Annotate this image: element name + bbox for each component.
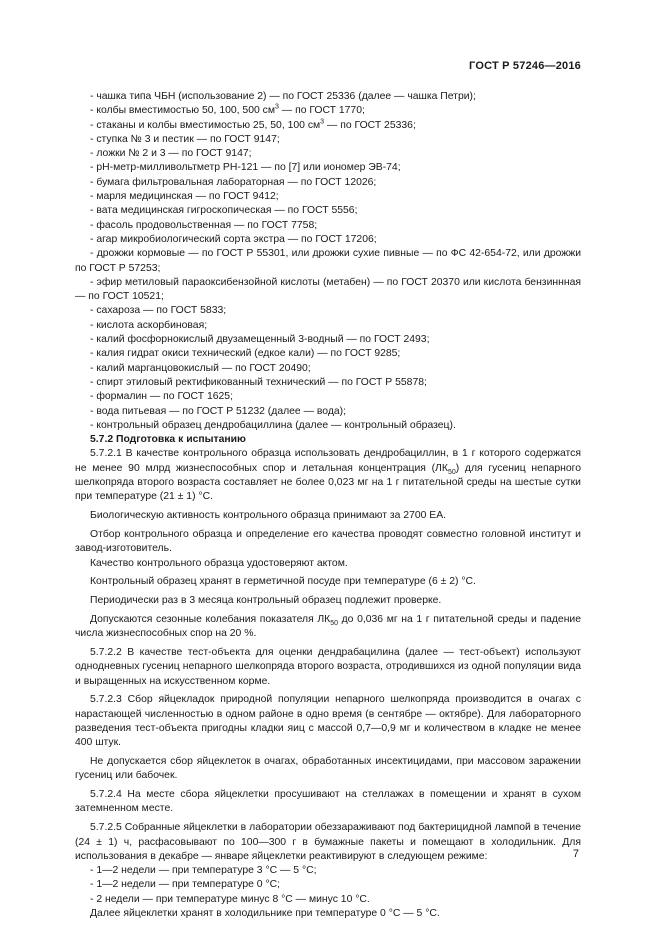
- paragraph-5-7-2-5: 5.7.2.5 Собранные яйцеклетки в лаборатории обеззараживают под бактерицидной лампой в течение (24 ± 1) ч, расфасовывают по 100—300 г в бумажные пакеты и помещают в холодильник. Для использования в декабре — январе яйцеклетки реактивируют в следующем режиме:: [75, 822, 581, 862]
- list-item: - калий фосфорнокислый двузамещенный 3-водный — по ГОСТ 2493;: [90, 334, 430, 346]
- paragraph-5-7-2-2: 5.7.2.2 В качестве тест-объекта для оценки дендрабацилина (далее — тест-объект) используют однодневных гусениц непарного шелкопряда второго возраста, отродившихся из одной популяции вида и выращенных на искусственном корме.: [75, 646, 581, 687]
- paragraph-5-7-2-3: 5.7.2.3 Сбор яйцекладок природной популяции непарного шелкопряда производится в очагах с нарастающей численностью в одном районе в одно время (в сентябре — октябре). Для лабораторного разведения тест-объекта пригодны кладки яиц с массой 0,7—0,9 мг и количеством в кладке не менее 400 штук.: [75, 694, 581, 749]
- list-item: - калий марганцовокислый — по ГОСТ 20490;: [90, 362, 311, 374]
- paragraph: Контрольный образец хранят в герметичной посуде при температуре (6 ± 2) °С.: [90, 576, 476, 588]
- document-id: ГОСТ Р 57246—2016: [469, 60, 581, 72]
- list-item: - колбы вместимостью 50, 100, 500 $см^3$ — по ГОСТ 1770;: [90, 103, 365, 117]
- paragraph: Отбор контрольного образца и определение его качества проводят совместно головной институт и завод-изготовитель.: [75, 528, 581, 555]
- list-item: - контрольный образец дендробациллина (далее — контрольный образец).: [90, 419, 456, 431]
- list-item: - вата медицинская гигроскопическая — по ГОСТ 5556;: [90, 205, 358, 217]
- list-item: - чашка типа ЧБН (использование 2) — по ГОСТ 25336 (далее — чашка Петри);: [90, 91, 476, 102]
- list-item: - дрожжи кормовые — по ГОСТ Р 55301, или дрожжи сухие пивные — по ФС 42-654-72, или дрожжи по ГОСТ Р 57253;: [75, 248, 581, 274]
- page-body: [75, 90, 581, 921]
- list-item: - спирт этиловый ректификованный технический — по ГОСТ Р 55878;: [90, 376, 427, 388]
- list-item: - 1—2 недели — при температуре 3 °С — 5 °С;: [90, 865, 317, 877]
- list-item: - ступка № 3 и пестик — по ГОСТ 9147;: [90, 133, 280, 145]
- paragraph: Не допускается сбор яйцеклеток в очагах, обработанных инсектицидами, при массовом заражении гусениц или бабочек.: [75, 756, 581, 782]
- paragraph-5-7-2-4: 5.7.2.4 На месте сбора яйцеклетки просушивают на стеллажах в помещении и хранят в сухом затемненном месте.: [75, 789, 581, 815]
- list-item: - фасоль продовольственная — по ГОСТ 7758;: [90, 219, 318, 231]
- list-item: - вода питьевая — по ГОСТ Р 51232 (далее — вода);: [90, 405, 347, 417]
- list-item: - рН-метр-милливольтметр РН-121 — по [7] или иономер ЭВ-74;: [90, 162, 401, 174]
- list-item: - сахароза — по ГОСТ 5833;: [90, 305, 227, 317]
- list-item: - кислота аскорбиновая;: [90, 319, 208, 331]
- paragraph: Периодически раз в 3 месяца контрольный образец подлежит проверке.: [90, 595, 442, 607]
- list-item: - 1—2 недели — при температуре 0 °С;: [90, 879, 281, 891]
- paragraph: Допускаются сезонные колебания показателя $ЛК_{50}$ до 0,036 мг на 1 г питательной среды и падение числа жизнеспособных спор на 20 %.: [75, 613, 582, 640]
- page-number: 7: [572, 848, 579, 860]
- list-item: - агар микробиологический сорта экстра — по ГОСТ 17206;: [90, 233, 377, 245]
- paragraph: Далее яйцеклетки хранят в холодильнике при температуре 0 °С — 5 °С.: [90, 908, 440, 920]
- list-item: - формалин — по ГОСТ 1625;: [90, 391, 233, 403]
- list-item: - марля медицинская — по ГОСТ 9412;: [90, 191, 279, 203]
- section-heading: 5.7.2 Подготовка к испытанию: [90, 434, 246, 446]
- list-item: - калия гидрат окиси технический (едкое кали) — по ГОСТ 9285;: [90, 348, 401, 360]
- list-item: - стаканы и колбы вместимостью 25, 50, 100 $см^3$ — по ГОСТ 25336;: [90, 118, 416, 131]
- list-item: - эфир метиловый параоксибензойной кислоты (метабен) — по ГОСТ 20370 или кислота бензиннная — по ГОСТ 10521;: [75, 276, 581, 303]
- list-item: - ложки № 2 и 3 — по ГОСТ 9147;: [90, 148, 252, 160]
- list-item: - бумага фильтровальная лабораторная — по ГОСТ 12026;: [90, 176, 377, 188]
- paragraph: Биологическую активность контрольного образца принимают за 2700 ЕА.: [90, 510, 447, 522]
- list-item: - 2 недели — при температуре минус 8 °С — минус 10 °С.: [90, 893, 370, 905]
- paragraph: Качество контрольного образца удостоверяют актом.: [90, 557, 348, 569]
- paragraph-5-7-2-1: 5.7.2.1 В качестве контрольного образца использовать дендробациллин, в 1 г которого содержатся не менее 90 млрд жизнеспособных спор и летальная концентрация $(ЛК_{50})$ для гусениц непарного шелкопряда второго возраста составляет не более 0,023 мг на 1 г питательной среды на шестые сутки при температуре (21 ± 1) °С.: [75, 448, 581, 503]
